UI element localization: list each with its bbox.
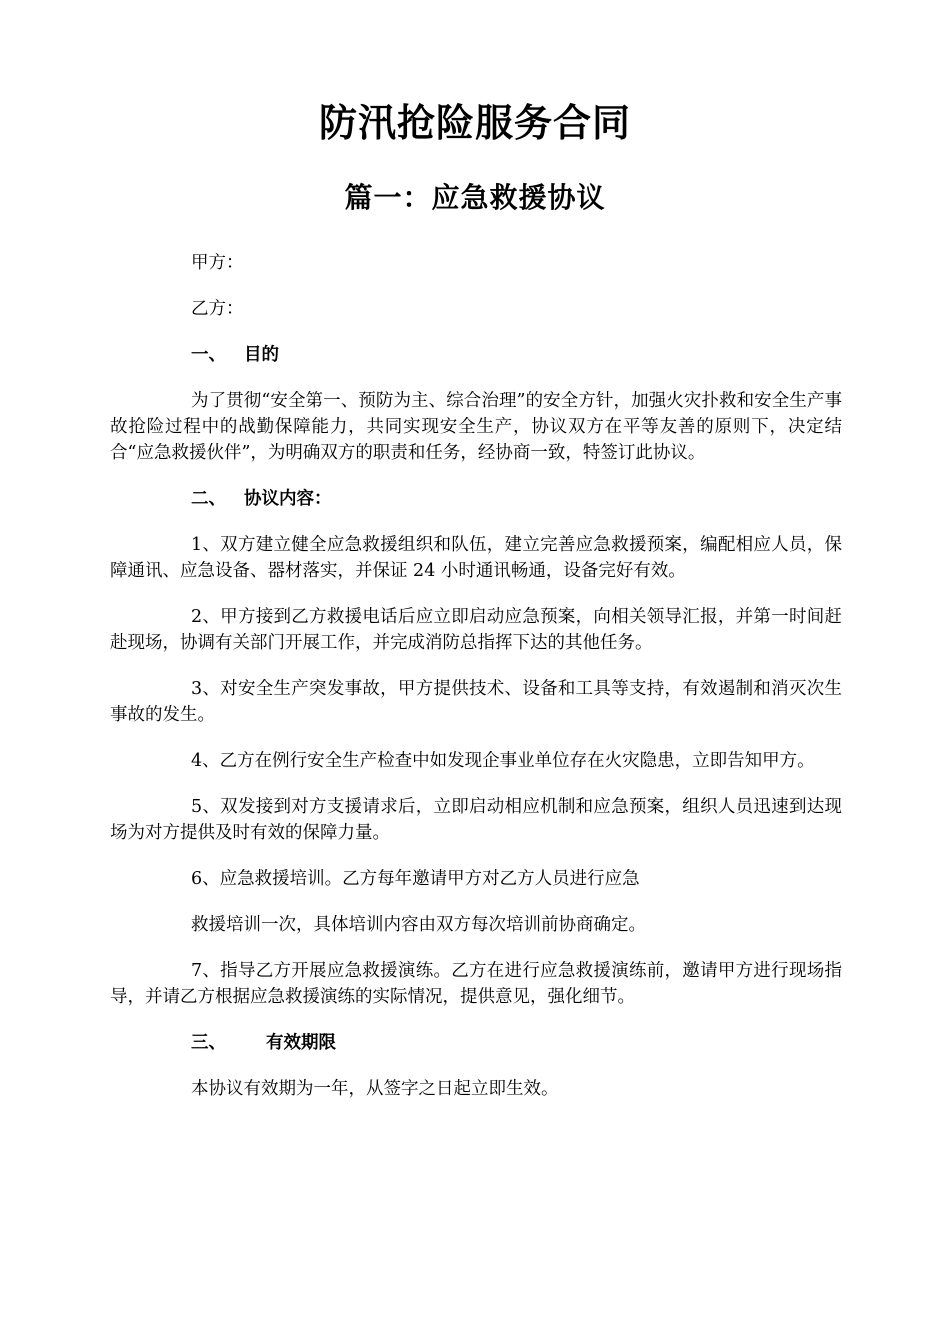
- section-title: 目的: [244, 345, 279, 365]
- section-heading-content: [110, 486, 842, 512]
- section-heading-purpose: [110, 342, 842, 368]
- agreement-item-continuation: 救援培训一次，具体培训内容由双方每次培训前协商确定。: [191, 915, 646, 935]
- section-title: 有效期限: [266, 1033, 336, 1053]
- document-subtitle: 篇一：应急救援协议: [344, 181, 606, 214]
- purpose-paragraph: 为了贯彻“安全第一、预防为主、综合治理”的安全方针，加强火灾扑救和安全生产事故抢险过程中的战勤保障能力，共同实现安全生产，协议双方在平等友善的原则下，决定结合“应急救援伙伴”，为明确双方的职责和任务，经协商一致，特签订此协议。: [110, 391, 842, 463]
- agreement-item: 6、应急救援培训。乙方每年邀请甲方对乙方人员进行应急: [191, 869, 640, 889]
- section-heading-validity: [110, 1030, 842, 1056]
- party-a-label: 甲方：: [191, 253, 244, 273]
- section-title: 协议内容：: [244, 489, 332, 509]
- agreement-item: 7、指导乙方开展应急救援演练。乙方在进行应急救援演练前，邀请甲方进行现场指导，并请乙方根据应急救援演练的实际情况，提供意见，强化细节。: [110, 961, 842, 1007]
- agreement-item: 3、对安全生产突发事故，甲方提供技术、设备和工具等支持，有效遏制和消灭次生事故的发生。: [110, 679, 842, 725]
- agreement-item: 4、乙方在例行安全生产检查中如发现企事业单位存在火灾隐患，立即告知甲方。: [191, 751, 815, 771]
- document-body: [110, 250, 842, 1122]
- validity-paragraph: 本协议有效期为一年，从签字之日起立即生效。: [191, 1079, 559, 1099]
- section-number: 二、: [191, 489, 226, 509]
- agreement-item: 5、双发接到对方支援请求后，立即启动相应机制和应急预案，组织人员迅速到达现场为对方提供及时有效的保障力量。: [110, 797, 842, 843]
- document-title: 防汛抢险服务合同: [318, 100, 631, 145]
- agreement-item: 2、甲方接到乙方救援电话后应立即启动应急预案，向相关领导汇报，并第一时间赶赴现场，协调有关部门开展工作，并完成消防总指挥下达的其他任务。: [110, 607, 842, 653]
- section-number: 三、: [191, 1033, 226, 1053]
- section-number: 一、: [191, 345, 226, 365]
- agreement-item: 1、双方建立健全应急救援组织和队伍，建立完善应急救援预案，编配相应人员，保障通讯、应急设备、器材落实，并保证 24 小时通讯畅通，设备完好有效。: [110, 535, 842, 581]
- party-b-label: 乙方：: [191, 299, 244, 319]
